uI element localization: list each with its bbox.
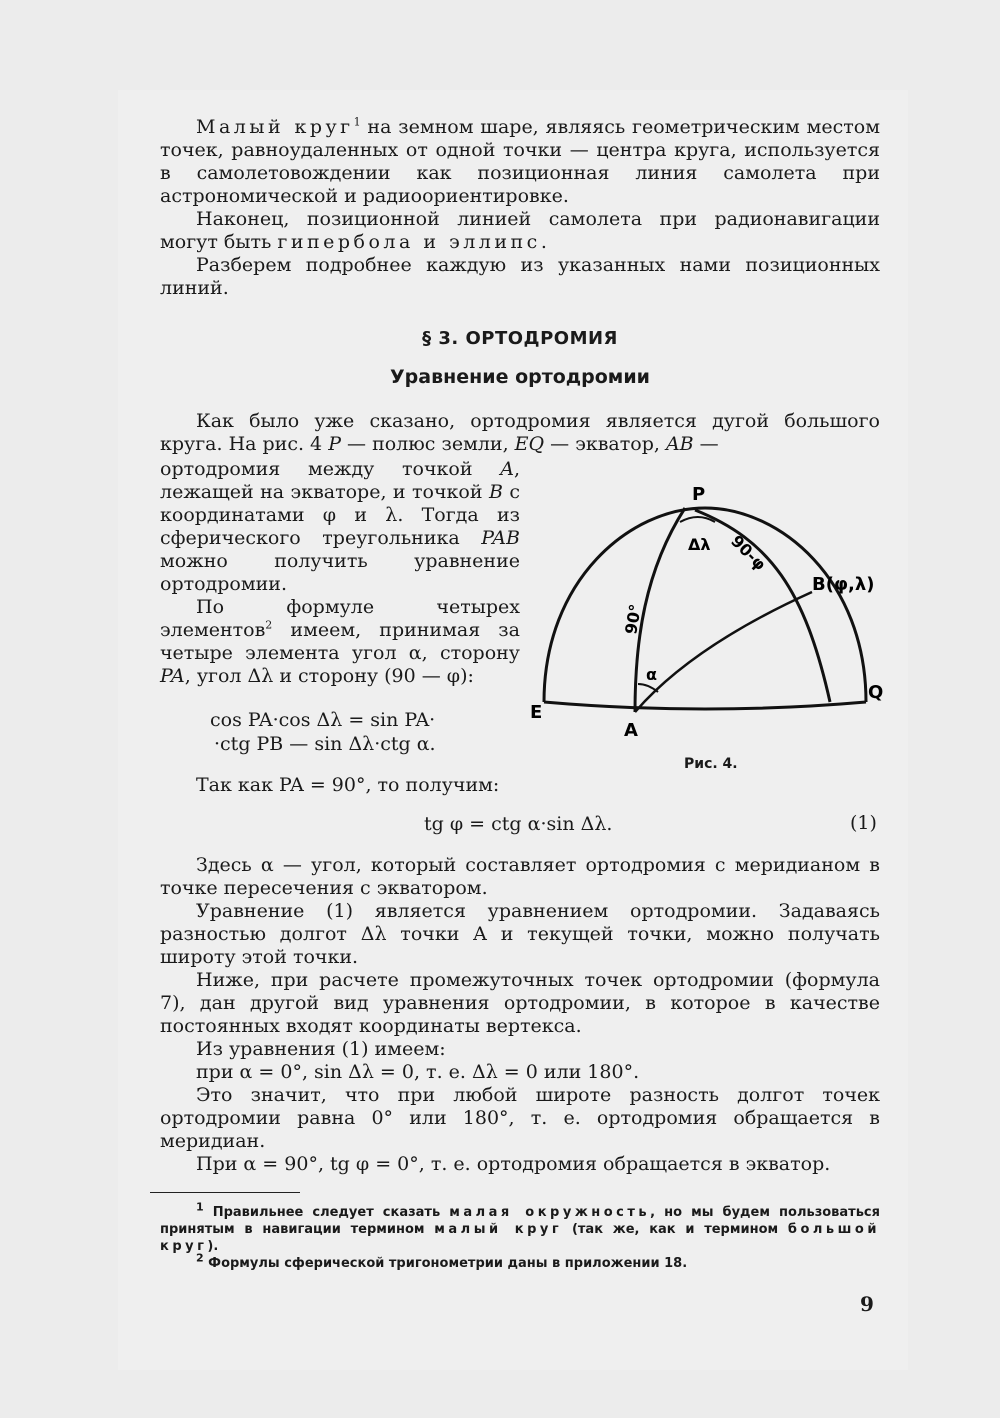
orthodrome-AB (635, 592, 812, 712)
meridian-PBQ (695, 510, 830, 702)
label-Q: Q (868, 682, 884, 703)
paragraph-6: Уравнение (1) является уравнением ортодромии. Задаваясь разностью долгот Δλ точки A и текущей точки, можно получать широту этой точки. (160, 900, 880, 968)
section-title: § 3. ОРТОДРОМИЯ (422, 328, 618, 349)
intro-paragraph-1: Малый круг$^1$ на земном шаре, являясь геометрическим местом точек, равноудаленных от одной точки — центра круга, используется в самолетовождении как позиционная линия самолета при астрономической и радиоориентировке. (160, 115, 880, 207)
paragraph-8: Из уравнения (1) имеем: (196, 1038, 446, 1060)
formula-line-1: cos PA·cos Δλ = sin PA· (210, 709, 436, 731)
paragraph-10: Это значит, что при любой широте разность долгот точек ортодромии равна 0° или 180°, т. е. ортодромия обращается в меридиан. (160, 1084, 880, 1152)
equator-line (544, 702, 866, 709)
footnotes (160, 1200, 880, 1272)
paragraph-4: Как было уже сказано, ортодромия является дугой большого круга. На рис. 4 P — полюс земли, EQ — экватор, AB — (160, 410, 880, 455)
wrap-paragraph-1: ортодромия между точкой A, лежащей на экваторе, и точкой B с координатами φ и λ. Тогда из сферического треугольника PAB можно получить уравнение ортодромии. (160, 458, 520, 595)
label-alpha: α (646, 665, 657, 684)
equation-1-number: (1) (850, 812, 877, 834)
intro-text (160, 116, 880, 300)
angle-alpha-arc (638, 684, 658, 692)
body-text (160, 854, 880, 1176)
label-P: P (692, 484, 706, 505)
paragraph-5: Здесь α — угол, который составляет ортодромия с меридианом в точке пересечения с экватором. (160, 854, 880, 899)
paragraph-9: при α = 0°, sin Δλ = 0, т. е. Δλ = 0 или 180°. (196, 1061, 640, 1083)
label-dl: Δλ (688, 535, 711, 554)
formula-line-2: ·ctg PB — sin Δλ·ctg α. (214, 733, 436, 755)
wrap-paragraph-2: По формуле четырех элементов$^2$ имеем, принимая за четыре элемента угол α, сторону PA, угол Δλ и сторону (90 — φ): (160, 596, 520, 687)
label-90: 90° (621, 602, 646, 636)
wrapped-text (160, 458, 520, 688)
footnote-rule (150, 1192, 300, 1193)
label-B: B(φ,λ) (812, 574, 875, 595)
footnote-2: $^2$ Формулы сферической тригонометрии даны в приложении 18. (196, 1251, 688, 1271)
page-number: 9 (860, 1292, 874, 1316)
paragraph-11: При α = 90°, tg φ = 0°, т. е. ортодромия обращается в экватор. (196, 1153, 831, 1175)
since-line: Так как PA = 90°, то получим: (196, 774, 500, 796)
intro-paragraph-2: Наконец, позиционной линией самолета при радионавигации могут быть гипербола и эллипс. (160, 208, 880, 253)
label-90phi: 90-φ (727, 531, 770, 575)
intro-paragraph-3: Разберем подробнее каждую из указанных нами позиционных линий. (160, 254, 880, 299)
section-subtitle: Уравнение ортодромии (390, 366, 650, 388)
equation-1: tg φ = ctg α·sin Δλ. (424, 813, 613, 835)
paragraph-7: Ниже, при расчете промежуточных точек ортодромии (формула 7), дан другой вид уравнения ортодромии, в которое в качестве постоянных входят координаты вертекса. (160, 969, 880, 1037)
footnote-1: $^1$ Правильнее следует сказать малая окружность, но мы будем пользоваться принятым в навигации термином малый круг (так же, как и термином большой круг). (160, 1200, 880, 1254)
label-A: A (624, 720, 638, 741)
figure-sphere (530, 480, 890, 741)
figure-caption: Рис. 4. (684, 756, 738, 772)
label-E: E (530, 702, 543, 723)
